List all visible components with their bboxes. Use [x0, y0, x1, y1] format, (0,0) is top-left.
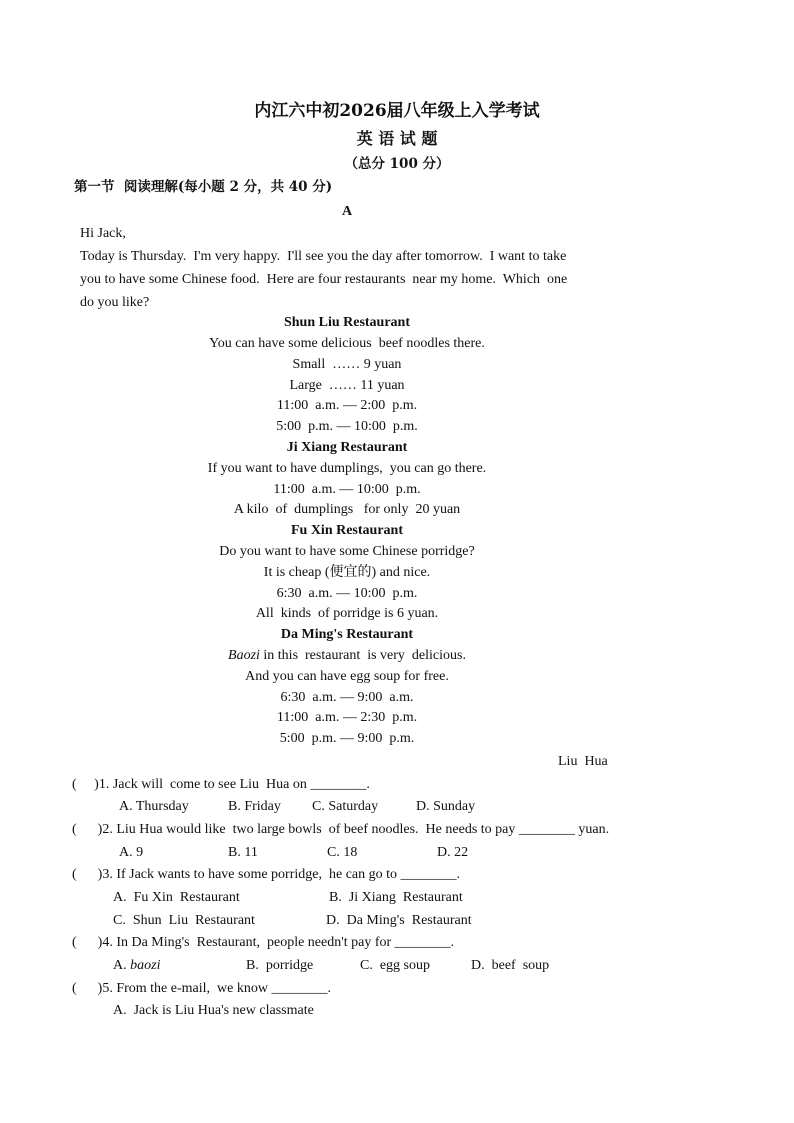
- restaurant-name: Fu Xin Restaurant: [290, 523, 403, 538]
- restaurant-line: 11:00 a.m. — 2:30 p.m.: [276, 710, 418, 725]
- restaurant-line: 5:00 p.m. — 9:00 p.m.: [279, 731, 415, 746]
- letter-line: Today is Thursday. I'm very happy. I'll see you the day after tomorrow. I want to take: [80, 249, 567, 264]
- restaurant-line: Do you want to have some Chinese porridge?: [219, 544, 475, 559]
- question-stem: ( )5. From the e-mail, we know ________.: [72, 981, 331, 996]
- section-title: 第一节 阅读理解(每小题 2 分，共 40 分): [74, 179, 333, 195]
- restaurant-line: 5:00 p.m. — 10:00 p.m.: [276, 419, 418, 434]
- question-option[interactable]: [113, 959, 160, 973]
- restaurant-line: All kinds of porridge is 6 yuan.: [255, 606, 439, 621]
- question-option[interactable]: C. egg soup: [360, 958, 430, 973]
- restaurant-line: Small …… 9 yuan: [292, 357, 402, 372]
- option-letter: A.: [113, 958, 131, 973]
- letter-greeting: Hi Jack,: [80, 226, 126, 241]
- question-option[interactable]: A. Thursday: [119, 799, 189, 814]
- question-option[interactable]: D. 22: [437, 845, 469, 860]
- restaurant-line: 6:30 a.m. — 9:00 a.m.: [280, 690, 414, 705]
- restaurant-line: A kilo of dumplings for only 20 yuan: [233, 502, 461, 517]
- total-score: （总分 100 分）: [344, 156, 450, 172]
- question-option[interactable]: A. Jack is Liu Hua's new classmate: [113, 1003, 314, 1018]
- question-option[interactable]: B. porridge: [246, 958, 314, 973]
- restaurant-line: [0, 649, 694, 663]
- question-option[interactable]: A. Fu Xin Restaurant: [113, 890, 240, 905]
- question-option[interactable]: D. Da Ming's Restaurant: [326, 913, 472, 928]
- question-option[interactable]: D. beef soup: [471, 958, 550, 973]
- question-option[interactable]: B. Ji Xiang Restaurant: [329, 890, 463, 905]
- baozi-term: baozi: [130, 958, 161, 973]
- restaurant-name: Shun Liu Restaurant: [283, 315, 411, 330]
- restaurant-name: Ji Xiang Restaurant: [286, 440, 408, 455]
- question-option[interactable]: C. 18: [327, 845, 358, 860]
- restaurant-line: 11:00 a.m. — 10:00 p.m.: [273, 482, 421, 497]
- subject-title: 英 语 试 题: [356, 129, 438, 148]
- passage-label: A: [341, 204, 353, 219]
- question-stem: ( )2. Liu Hua would like two large bowls of beef noodles. He needs to pay ________ yuan.: [72, 822, 610, 837]
- letter-line: you to have some Chinese food. Here are four restaurants near my home. Which one: [80, 272, 568, 287]
- question-option[interactable]: D. Sunday: [416, 799, 476, 814]
- question-stem: ( )4. In Da Ming's Restaurant, people needn't pay for ________.: [72, 935, 455, 950]
- question-option[interactable]: B. Friday: [228, 799, 281, 814]
- restaurant-line: It is cheap (便宜的) and nice.: [263, 565, 431, 580]
- restaurant-line: 6:30 a.m. — 10:00 p.m.: [276, 586, 418, 601]
- restaurant-line: You can have some delicious beef noodles there.: [209, 336, 485, 351]
- question-stem: ( )1. Jack will come to see Liu Hua on ________.: [72, 777, 370, 792]
- restaurant-line-text: in this restaurant is very delicious.: [259, 648, 466, 663]
- question-option[interactable]: C. Shun Liu Restaurant: [113, 913, 255, 928]
- letter-line: do you like?: [80, 295, 150, 310]
- restaurant-line: 11:00 a.m. — 2:00 p.m.: [276, 398, 418, 413]
- restaurant-name: Da Ming's Restaurant: [280, 627, 414, 642]
- baozi-term: Baozi: [228, 648, 260, 663]
- letter-signature: Liu Hua: [558, 754, 608, 769]
- restaurant-line: Large …… 11 yuan: [289, 378, 405, 393]
- question-stem: ( )3. If Jack wants to have some porridge, he can go to ________.: [72, 867, 461, 882]
- restaurant-line: If you want to have dumplings, you can go there.: [207, 461, 487, 476]
- question-option[interactable]: C. Saturday: [312, 799, 379, 814]
- question-option[interactable]: B. 11: [228, 845, 258, 860]
- restaurant-line: And you can have egg soup for free.: [245, 669, 449, 684]
- question-option[interactable]: A. 9: [119, 845, 144, 860]
- exam-title: 内江六中初2026届八年级上入学考试: [254, 101, 540, 121]
